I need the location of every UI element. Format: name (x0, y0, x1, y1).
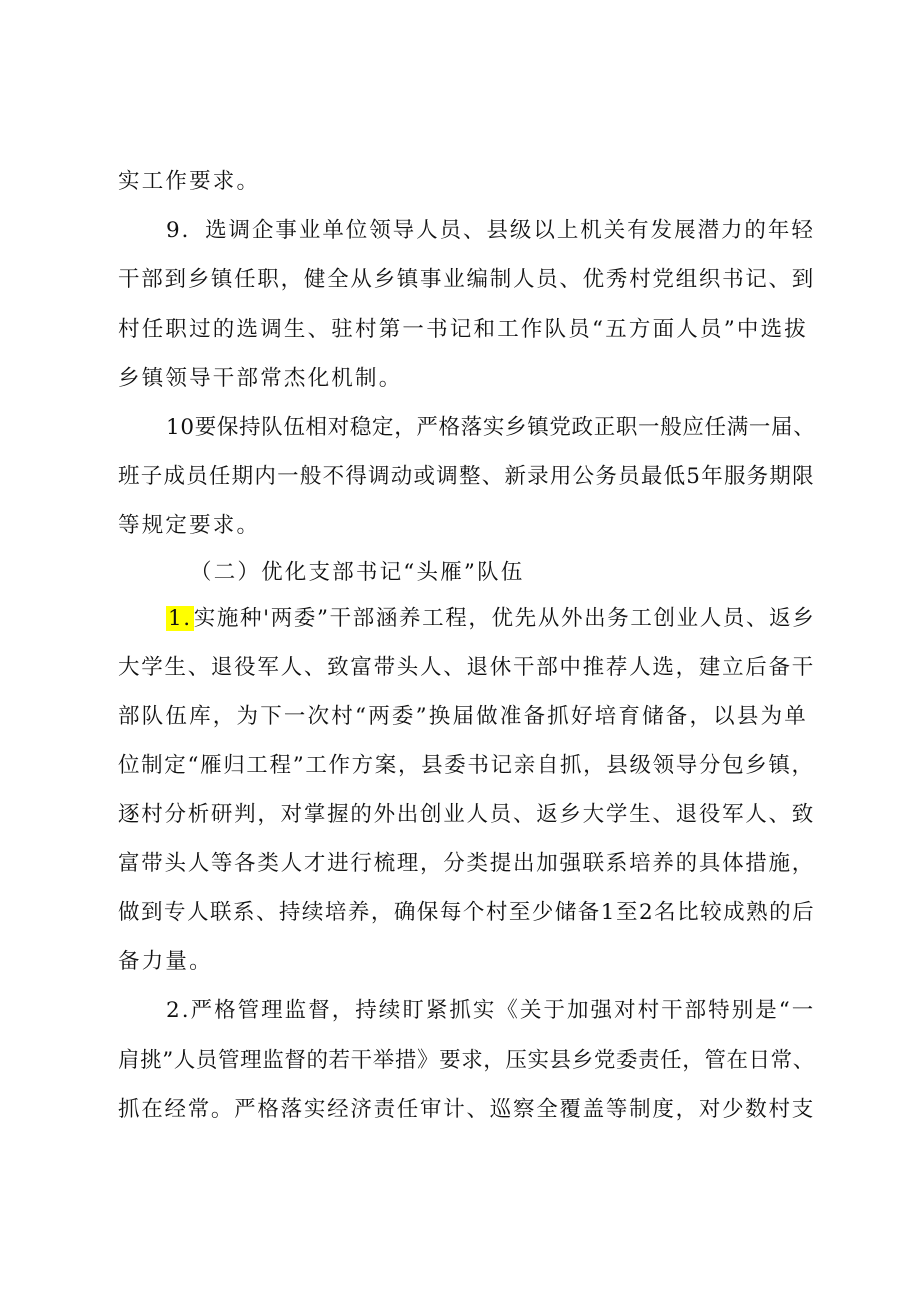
text-line: 大学生、退役军人、致富带头人、退休干部中推荐人选，建立后备干 (118, 655, 816, 680)
text-line: 逐村分析研判，对掌握的外出创业人员、返乡大学生、退役军人、致 (118, 802, 816, 827)
text-line-rest: 实施种'两委”干部涵养工程，优先从外出务工创业人员、返乡 (193, 606, 816, 631)
text-line: 做到专人联系、持续培养，确保每个村至少储备1至2名比较成熟的后 (118, 900, 816, 925)
text-line: 富带头人等各类人才进行梳理，分类提出加强联系培养的具体措施， (118, 851, 816, 876)
text-line: 实工作要求。 (118, 169, 261, 194)
text-line: 备力量。 (118, 949, 213, 974)
text-line: 10要保持队伍相对稳定，严格落实乡镇党政正职一般应任满一届、 (166, 415, 816, 440)
text-line: 干部到乡镇任职，健全从乡镇事业编制人员、优秀村党组织书记、到 (118, 267, 816, 292)
text-line (166, 604, 815, 634)
text-line: 班子成员任期内一般不得调动或调整、新录用公务员最低5年服务期限 (118, 464, 815, 489)
text-line: 村任职过的选调生、驻村第一书记和工作队员“五方面人员”中选拔 (118, 317, 808, 342)
text-line: 等规定要求。 (118, 513, 261, 538)
text-line: 抓在经常。严格落实经济责任审计、巡察全覆盖等制度，对少数村支 (118, 1097, 816, 1122)
section-heading: （二）优化支部书记“头雁”队伍 (190, 560, 525, 585)
text-line: 9．选调企事业单位领导人员、县级以上机关有发展潜力的年轻 (166, 218, 815, 243)
text-line: 2.严格管理监督，持续盯紧抓实《关于加强对村干部特别是“一 (166, 998, 816, 1023)
text-line: 乡镇领导干部常杰化机制。 (118, 366, 403, 391)
text-line: 肩挑”人员管理监督的若干举措》要求，压实县乡党委责任，管在日常、 (118, 1048, 815, 1073)
text-line: 部队伍库，为下一次村“两委”换届做准备抓好培育储备，以县为单 (118, 704, 808, 729)
highlighted-number: 1. (168, 606, 192, 631)
text-line: 位制定“雁归工程”工作方案，县委书记亲自抓，县级领导分包乡镇， (118, 753, 815, 778)
